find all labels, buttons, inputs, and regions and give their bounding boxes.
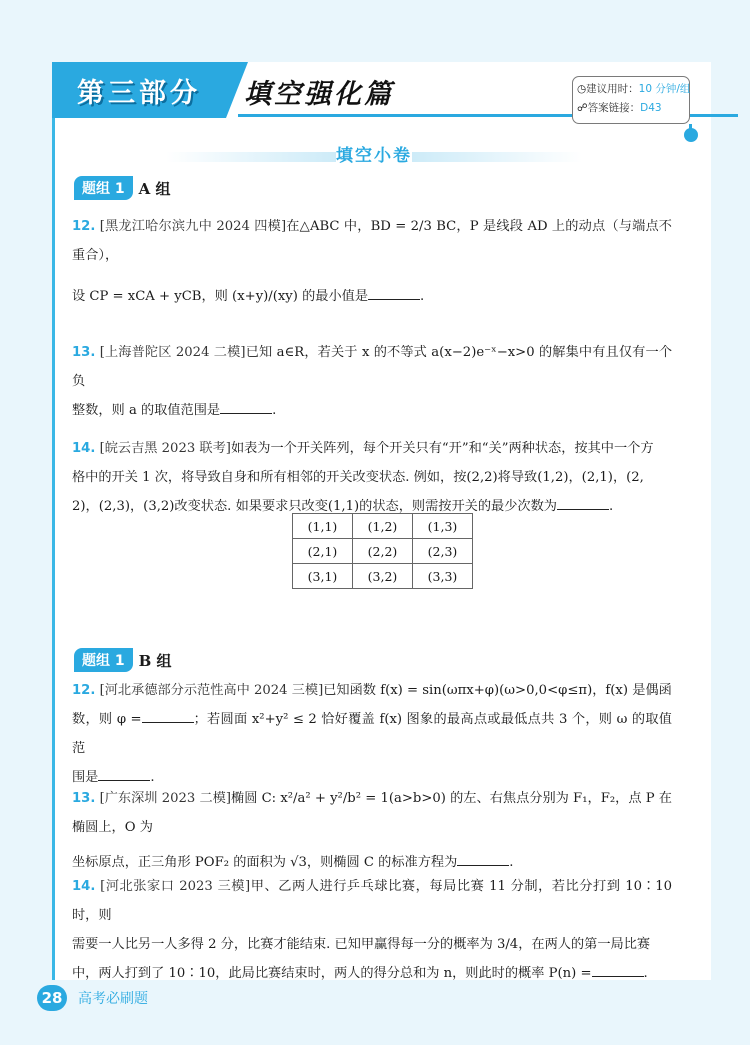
question-line: 格中的开关 1 次，将导致自身和所有相邻的开关改变状态. 例如，按(2,2)将导致(1,2)，(2,1)，(2, xyxy=(72,470,644,485)
question-source: [广东深圳 2023 二模] xyxy=(99,791,231,806)
question-source: [上海普陀区 2024 二模] xyxy=(99,345,246,360)
answer-blank[interactable] xyxy=(142,708,194,723)
table-cell: (1,1) xyxy=(293,514,353,539)
question-text: 中，两人打到了 10∶10，此局比赛结束时，两人的得分总和为 n，则此时的概率 P(n) = xyxy=(72,966,592,981)
link-icon: ☍ xyxy=(577,102,588,114)
question-line xyxy=(72,959,672,988)
answer-label: 答案链接： xyxy=(587,102,641,114)
question-number: 14. xyxy=(72,441,96,456)
question-line: 需要一人比另一人多得 2 分，比赛才能结束. 已知甲赢得每一分的概率为 3/4，在两人的第一局比赛 xyxy=(72,937,651,952)
table-row xyxy=(293,539,473,564)
switch-table xyxy=(292,513,473,589)
table-cell: (3,3) xyxy=(413,564,473,589)
table-cell: (1,3) xyxy=(413,514,473,539)
group-a-tag xyxy=(74,176,171,200)
question-end: . xyxy=(509,855,514,870)
question-source: [河北承德部分示范性高中 2024 三模] xyxy=(99,683,324,698)
group-b-pill: 题组 1 xyxy=(74,648,133,672)
answer-blank[interactable] xyxy=(592,962,644,977)
time-label: 建议用时： xyxy=(586,83,639,95)
section-bar-right xyxy=(412,152,582,162)
group-b-tag xyxy=(74,648,172,672)
part-banner xyxy=(52,62,226,118)
question-b12 xyxy=(72,676,672,792)
table-cell: (2,2) xyxy=(353,539,413,564)
question-end: . xyxy=(150,770,155,785)
group-a-name: A 组 xyxy=(138,179,171,198)
table-cell: (3,2) xyxy=(353,564,413,589)
table-cell: (3,1) xyxy=(293,564,353,589)
question-line xyxy=(72,338,672,396)
book-title: 高考必刷题 xyxy=(78,991,148,1007)
question-number: 12. xyxy=(72,219,96,234)
question-a13 xyxy=(72,338,672,425)
question-source: [皖云吉黑 2023 联考] xyxy=(99,441,231,456)
table-cell: (2,3) xyxy=(413,539,473,564)
question-text: 已知函数 f(x) = sin(ωπx+φ)(ω>0,0<φ≤π)，f(x) 是偶函 xyxy=(323,683,672,698)
question-text: 在△ABC 中，BD = 2/3 BC，P 是线段 AD 上的动点（与端点不重合）， xyxy=(72,219,672,263)
question-number: 12. xyxy=(72,683,96,698)
question-source: [黑龙江哈尔滨九中 2024 四模] xyxy=(99,219,287,234)
study-info-box xyxy=(572,76,690,124)
group-b-name: B 组 xyxy=(138,651,172,670)
question-line xyxy=(72,705,672,763)
question-text: 如表为一个开关阵列，每个开关只有“开”和“关”两种状态，按其中一个方 xyxy=(230,441,654,456)
answer-blank[interactable] xyxy=(368,285,420,300)
question-end: . xyxy=(420,289,425,304)
question-text: 甲、乙两人进行乒乓球比赛，每局比赛 11 分制，若比分打到 10∶10 时，则 xyxy=(72,879,673,923)
question-number: 13. xyxy=(72,345,96,360)
question-text: 围是 xyxy=(72,770,99,785)
question-b13 xyxy=(72,784,672,877)
question-source: [河北张家口 2023 三模] xyxy=(100,879,251,894)
answer-value: D43 xyxy=(640,102,662,114)
question-end: . xyxy=(608,499,614,514)
question-line xyxy=(72,784,672,842)
table-cell: (1,2) xyxy=(353,514,413,539)
answer-row xyxy=(577,99,689,118)
question-line xyxy=(72,396,672,425)
section-title: 填空小卷 xyxy=(336,146,412,166)
answer-blank[interactable] xyxy=(557,495,609,510)
group-a-pill: 题组 1 xyxy=(74,176,133,200)
question-text: ；若圆面 x²+y² ≤ 2 恰好覆盖 f(x) 图象的最高点或最低点共 3 个，则 ω 的取值范 xyxy=(72,712,672,756)
table-row xyxy=(293,564,473,589)
question-number: 14. xyxy=(72,879,96,894)
question-text: 2)，(2,3)，(3,2)改变状态. 如果要求只改变(1,1)的状态，则需按开关的最少次数为 xyxy=(72,499,557,514)
clock-icon: ◷ xyxy=(577,83,587,95)
answer-blank[interactable] xyxy=(220,399,272,414)
question-end: . xyxy=(643,966,648,981)
question-text: 椭圆 C: x²/a² + y²/b² = 1(a>b>0) 的左、右焦点分别为 F₁，F₂，点 P 在椭圆上，O 为 xyxy=(72,791,672,835)
section-heading xyxy=(234,141,514,169)
question-a14 xyxy=(72,434,672,521)
time-value: 10 分钟/组 xyxy=(638,83,691,95)
question-end: . xyxy=(272,403,277,418)
question-text: 坐标原点，正三角形 POF₂ 的面积为 √3，则椭圆 C 的标准方程为 xyxy=(72,855,458,870)
question-text: 设 CP = xCA + yCB，则 (x+y)/(xy) 的最小值是 xyxy=(72,289,369,304)
question-line xyxy=(72,434,672,463)
page-number: 28 xyxy=(37,985,67,1011)
question-text: 数，则 φ = xyxy=(72,712,142,727)
answer-blank[interactable] xyxy=(98,766,150,781)
part-label: 第三部分 xyxy=(77,77,201,109)
question-line xyxy=(72,282,672,311)
answer-blank[interactable] xyxy=(457,851,509,866)
question-text: 已知 a∈R，若关于 x 的不等式 a(x−2)e⁻ˣ−x>0 的解集中有且仅有一个负 xyxy=(72,345,673,389)
section-bar-left xyxy=(166,152,336,162)
info-box-dot xyxy=(684,128,698,142)
question-text: 整数，则 a 的取值范围是 xyxy=(72,403,221,418)
question-a12 xyxy=(72,212,672,311)
table-cell: (2,1) xyxy=(293,539,353,564)
table-row xyxy=(293,514,473,539)
question-line xyxy=(72,212,672,270)
question-b14 xyxy=(72,872,672,988)
question-line xyxy=(72,676,672,705)
time-row xyxy=(577,80,689,99)
question-number: 13. xyxy=(72,791,96,806)
question-line xyxy=(72,872,672,930)
part-title: 填空强化篇 xyxy=(244,79,394,110)
